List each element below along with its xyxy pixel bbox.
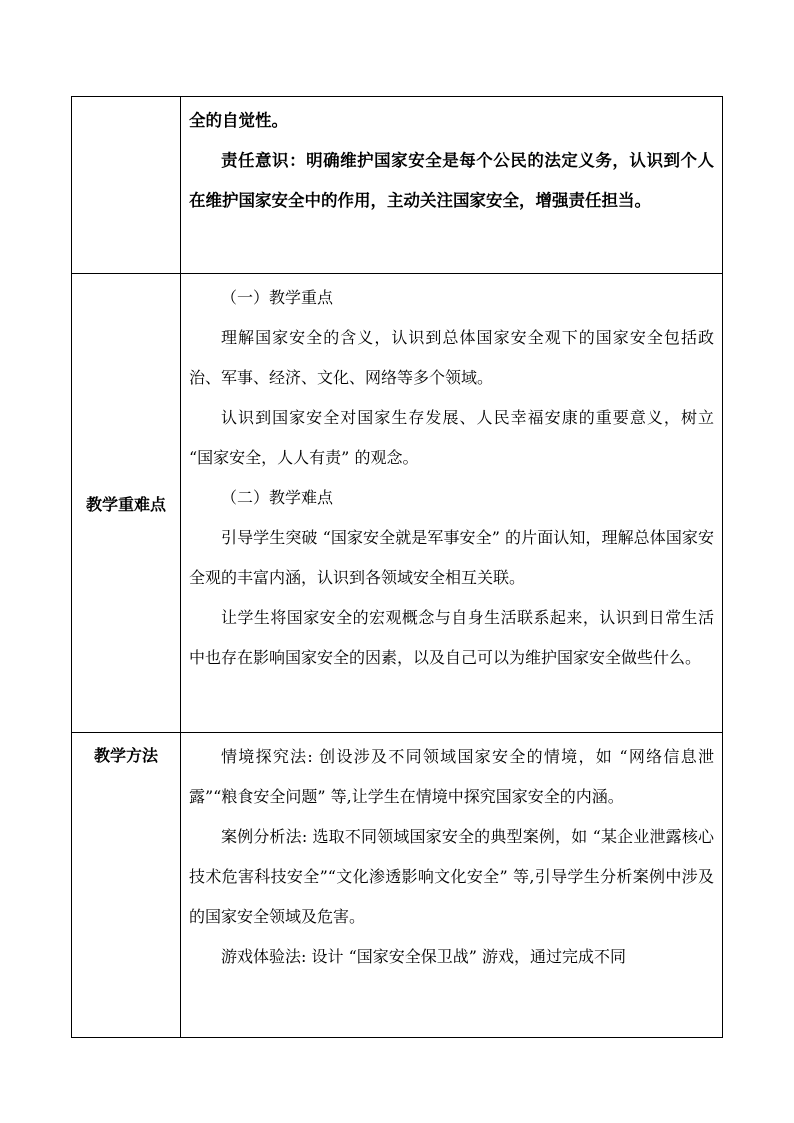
row-content — [181, 274, 723, 733]
row-content — [181, 733, 723, 1038]
paragraph-heading-difficult: （二）教学难点 — [221, 488, 334, 507]
paragraph-continuation: 全的自觉性。 — [189, 111, 288, 130]
lesson-plan-table — [71, 96, 723, 1038]
row-label-methods: 教学方法 — [72, 733, 181, 1038]
table-row — [72, 97, 723, 274]
paragraph: 认识到国家安全对国家生存发展、人民幸福安康的重要意义，树立 “国家安全，人人有责” 的观念。 — [189, 408, 714, 467]
paragraph: 引导学生突破 “国家安全就是军事安全” 的片面认知，理解总体国家安全观的丰富内涵，认识到各领域安全相互关联。 — [189, 528, 714, 587]
paragraph: 让学生将国家安全的宏观概念与自身生活联系起来，认识到日常生活中也存在影响国家安全的因素，以及自己可以为维护国家安全做些什么。 — [189, 608, 714, 667]
paragraph: 情境探究法: 创设涉及不同领域国家安全的情境，如 “网络信息泄露”“粮食安全问题” 等,让学生在情境中探究国家安全的内涵。 — [189, 747, 714, 806]
paragraph-heading-key: （一）教学重点 — [221, 288, 334, 307]
paragraph: 理解国家安全的含义，认识到总体国家安全观下的国家安全包括政治、军事、经济、文化、网络等多个领域。 — [189, 328, 714, 387]
paragraph: 案例分析法: 选取不同领域国家安全的典型案例，如 “某企业泄露核心技术危害科技安全”“文化渗透影响文化安全” 等,引导学生分析案例中涉及的国家安全领域及危害。 — [189, 827, 714, 926]
paragraph-responsibility: 责任意识：明确维护国家安全是每个公民的法定义务，认识到个人在维护国家安全中的作用，主动关注国家安全，增强责任担当。 — [189, 151, 714, 210]
row-label-empty — [72, 97, 181, 274]
table-row — [72, 733, 723, 1038]
row-label-key-points: 教学重难点 — [72, 274, 181, 733]
paragraph: 游戏体验法: 设计 “国家安全保卫战” 游戏，通过完成不同 — [221, 947, 627, 966]
table-row — [72, 274, 723, 733]
row-content — [181, 97, 723, 274]
